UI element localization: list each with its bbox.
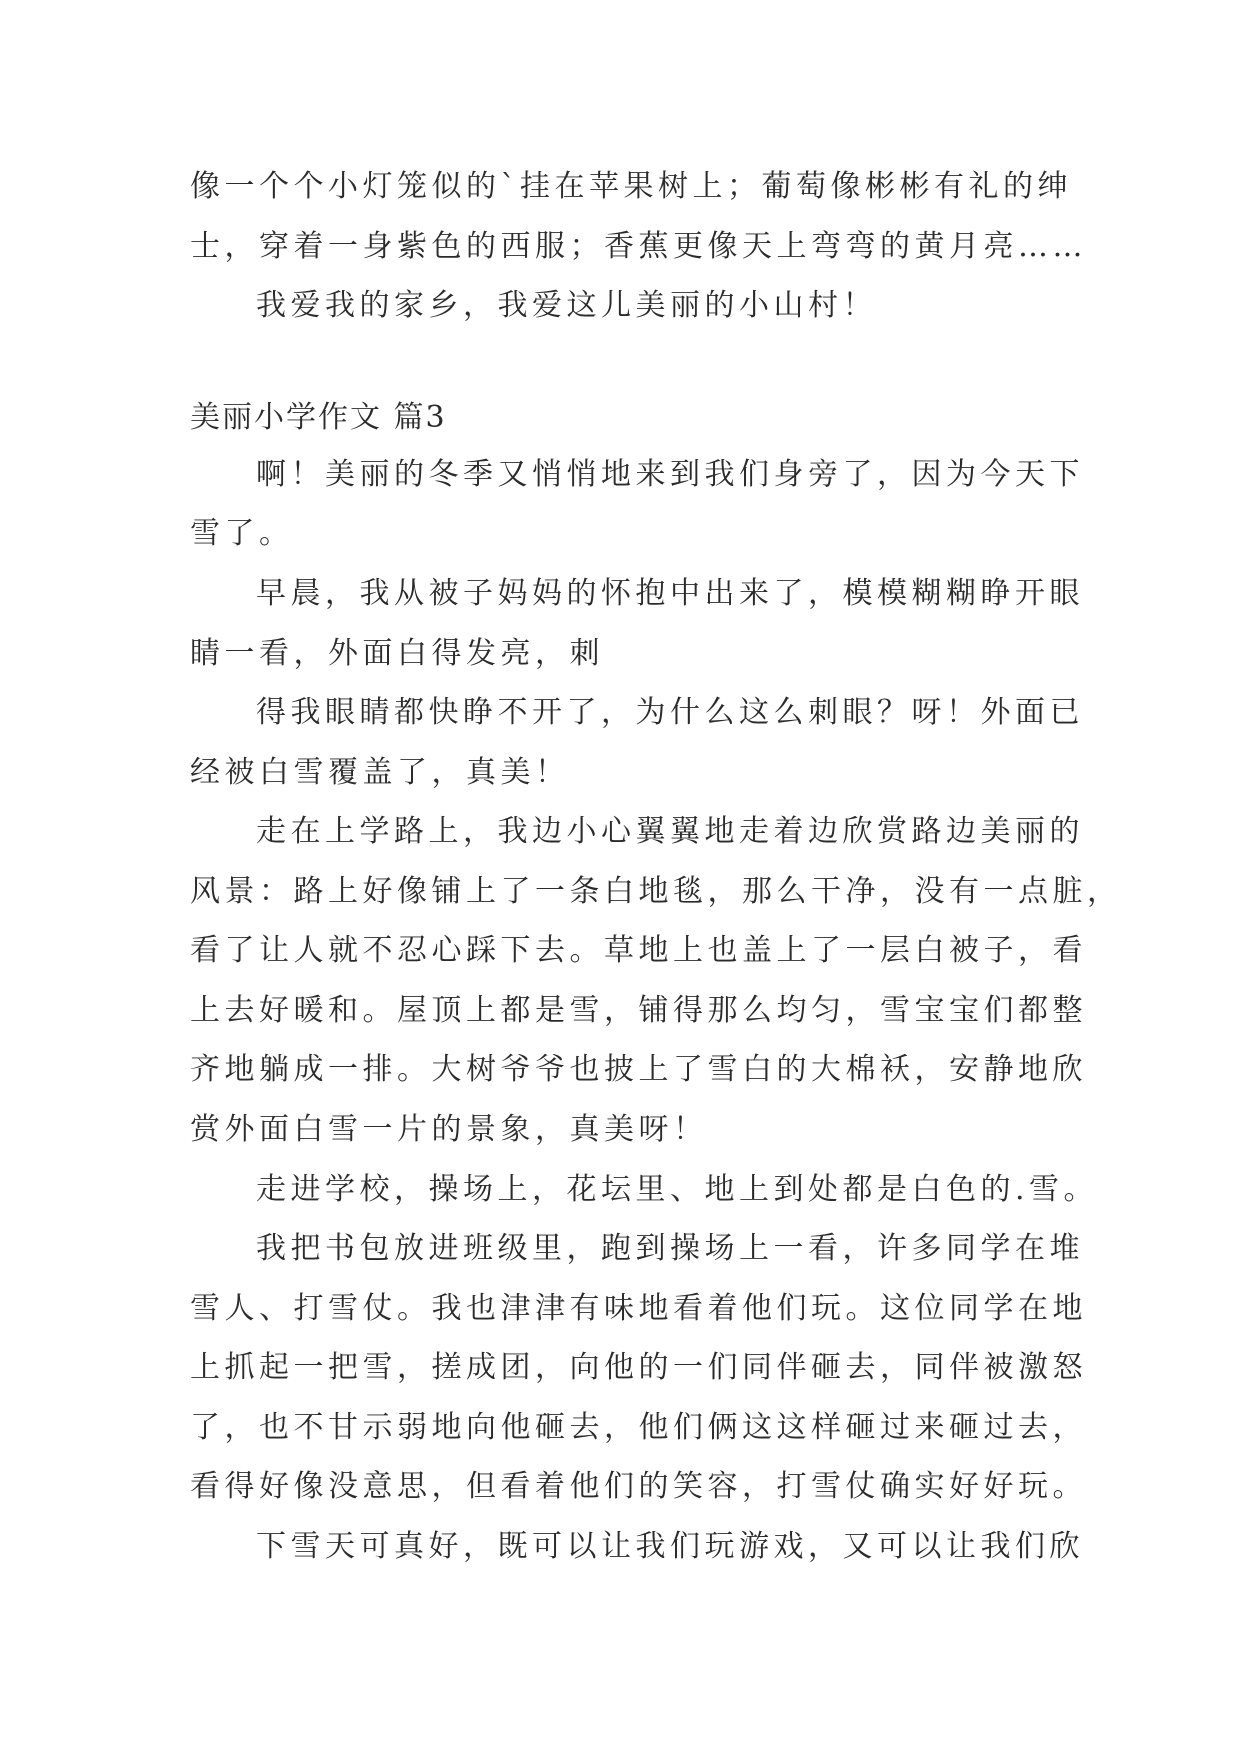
paragraph-line: 睛一看，外面白得发亮，刺 [190, 636, 604, 671]
paragraph-line: 看了让人就不忍心踩下去。草地上也盖上了一层白被子，看 [190, 933, 1087, 968]
paragraph-line: 风景：路上好像铺上了一条白地毯，那么干净，没有一点脏， [190, 874, 1122, 909]
paragraph-line: 士，穿着一身紫色的西服；香蕉更像天上弯弯的黄月亮…… [190, 229, 1087, 264]
paragraph-line: 经被白雪覆盖了，真美！ [190, 755, 570, 790]
paragraph-line: 上去好暖和。屋顶上都是雪，铺得那么均匀，雪宝宝们都整 [190, 993, 1087, 1028]
paragraph-line: 走在上学路上，我边小心翼翼地走着边欣赏路边美丽的 [256, 814, 1084, 849]
paragraph-line: 我把书包放进班级里，跑到操场上一看，许多同学在堆 [256, 1231, 1084, 1266]
paragraph-line: 了，也不甘示弱地向他砸去，他们俩这这样砸过来砸过去， [190, 1410, 1087, 1445]
paragraph-line: 下雪天可真好，既可以让我们玩游戏，又可以让我们欣 [256, 1529, 1084, 1564]
paragraph-line: 赏外面白雪一片的景象，真美呀！ [190, 1112, 708, 1147]
section-heading: 美丽小学作文 篇3 [190, 400, 447, 435]
paragraph-line: 我爱我的家乡，我爱这儿美丽的小山村！ [256, 288, 877, 323]
paragraph-line: 看得好像没意思，但看着他们的笑容，打雪仗确实好好玩。 [190, 1469, 1087, 1504]
paragraph-line: 得我眼睛都快睁不开了，为什么这么刺眼？呀！外面已 [256, 695, 1084, 730]
paragraph-line: 啊！美丽的冬季又悄悄地来到我们身旁了，因为今天下 [256, 457, 1084, 492]
paragraph-line: 雪了。 [190, 516, 294, 551]
paragraph-line: 齐地躺成一排。大树爷爷也披上了雪白的大棉袄，安静地欣 [190, 1052, 1087, 1087]
paragraph-line: 雪人、打雪仗。我也津津有味地看着他们玩。这位同学在地 [190, 1291, 1087, 1326]
paragraph-line: 早晨，我从被子妈妈的怀抱中出来了，模模糊糊睁开眼 [256, 576, 1084, 611]
paragraph-line: 像一个个小灯笼似的`挂在苹果树上；葡萄像彬彬有礼的绅 [190, 169, 1072, 204]
paragraph-line: 上抓起一把雪，搓成团，向他的一们同伴砸去，同伴被激怒 [190, 1350, 1087, 1385]
paragraph-line: 走进学校，操场上，花坛里、地上到处都是白色的.雪。 [256, 1172, 1099, 1207]
